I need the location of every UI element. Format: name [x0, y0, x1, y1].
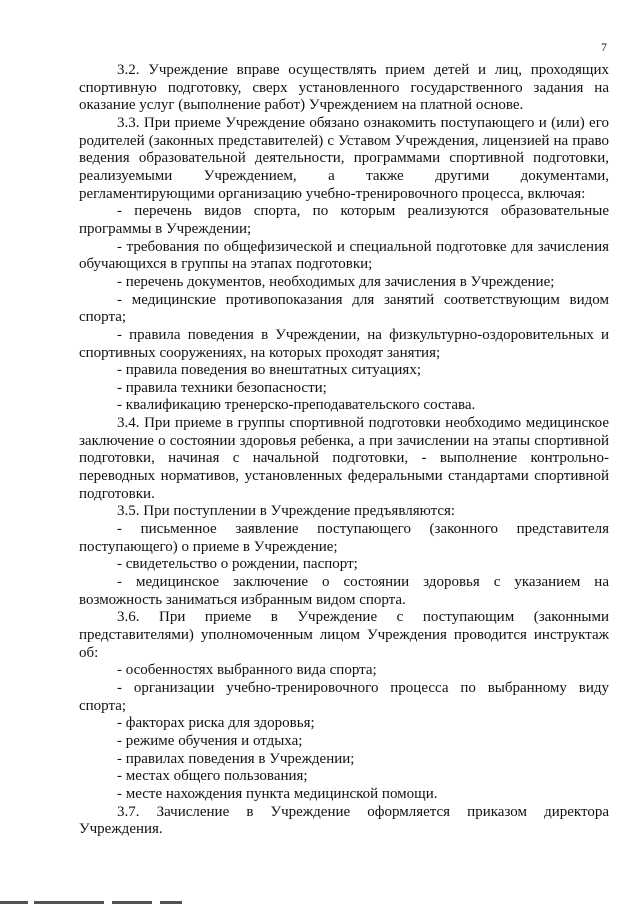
- paragraph: - перечень видов спорта, по которым реализуются образовательные программы в Учреждении;: [79, 203, 609, 237]
- paragraph: - требования по общефизической и специальной подготовке для зачисления обучающихся в группы на этапах подготовки;: [79, 238, 609, 273]
- paragraph: 3.4. При приеме в группы спортивной подготовки необходимо медицинское заключение о состоянии здоровья ребенка, а при зачислении на этапы спортивной подготовки, начиная с начальной подготовки, - выполнение контрольно-переводных нормативов, установленных федеральными стандартами спортивной подготовки.: [79, 415, 609, 502]
- paragraph: - местах общего пользования;: [117, 768, 308, 785]
- paragraph: - правилах поведения в Учреждении;: [117, 750, 355, 767]
- paragraph: - месте нахождения пункта медицинской помощи.: [117, 785, 438, 802]
- paragraph: 3.7. Зачисление в Учреждение оформляется приказом директора Учреждения.: [79, 803, 609, 838]
- paragraph: - перечень документов, необходимых для зачисления в Учреждение;: [117, 273, 555, 290]
- paragraph: 3.5. При поступлении в Учреждение предъявляются:: [117, 503, 456, 520]
- paragraph: - свидетельство о рождении, паспорт;: [117, 556, 358, 573]
- paragraph: - квалификацию тренерско-преподавательского состава.: [117, 397, 476, 414]
- paragraph: 3.2. Учреждение вправе осуществлять прием детей и лиц, проходящих спортивную подготовку, сверх установленного государственного задания на оказание услуг (выполнение работ) Учреждением на платной основе.: [79, 62, 609, 114]
- paragraph: - медицинские противопоказания для занятий соответствующим видом спорта;: [79, 291, 609, 326]
- paragraph: - особенностях выбранного вида спорта;: [117, 662, 377, 679]
- paragraph: - организации учебно-тренировочного процесса по выбранному виду спорта;: [79, 679, 609, 714]
- paragraph: - медицинское заключение о состоянии здоровья с указанием на возможность заниматься избранным видом спорта.: [79, 574, 609, 608]
- paragraph: - правила техники безопасности;: [117, 379, 327, 396]
- paragraph: - правила поведения во внештатных ситуациях;: [117, 362, 421, 379]
- paragraph: 3.6. При приеме в Учреждение с поступающим (законными представителями) уполномоченным лицом Учреждения проводится инструктаж об:: [79, 609, 609, 661]
- paragraph: - режиме обучения и отдыха;: [117, 732, 303, 749]
- paragraph: 3.3. При приеме Учреждение обязано ознакомить поступающего и (или) его родителей (законных представителей) с Уставом Учреждения, лицензией на право ведения образовательной деятельности, программами спортивной подготовки, реализуемыми Учреждением, а также другими документами, регламентирующими организацию учебно-тренировочного процесса, включая:: [79, 114, 609, 202]
- page-number: 7: [601, 40, 607, 54]
- paragraph: - факторах риска для здоровья;: [117, 715, 315, 732]
- paragraph: - письменное заявление поступающего (законного представителя поступающего) о приеме в Учреждение;: [79, 521, 609, 555]
- paragraph: - правила поведения в Учреждении, на физкультурно-оздоровительных и спортивных сооружениях, на которых проходят занятия;: [79, 326, 609, 361]
- document-body: [79, 62, 609, 839]
